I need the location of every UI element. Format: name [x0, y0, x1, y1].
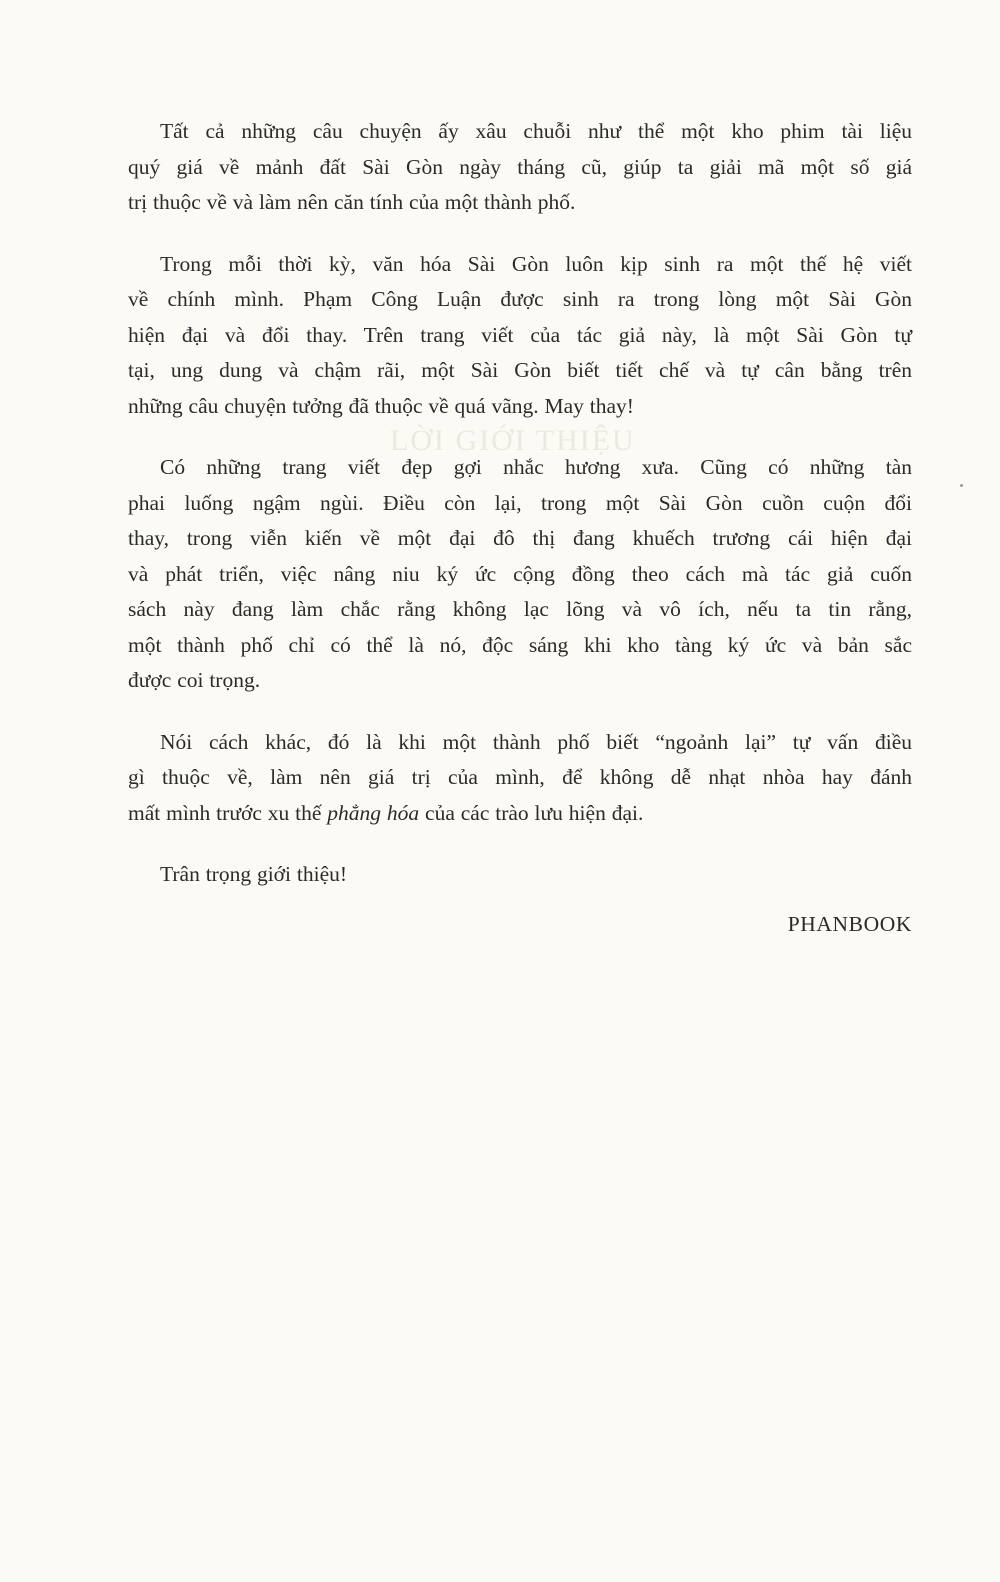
paragraph-4 — [128, 725, 912, 832]
text-line: thay, trong viễn kiến về một đại đô thị đang khuếch trương cái hiện đại — [128, 526, 912, 550]
italic-term: phẳng hóa — [327, 800, 420, 825]
text-line: Có những trang viết đẹp gợi nhắc hương xưa. Cũng có những tàn — [160, 455, 912, 479]
text-line: được coi trọng. — [128, 668, 261, 692]
text-line: những câu chuyện tưởng đã thuộc về quá vãng. May thay! — [128, 393, 634, 418]
text-line: Tất cả những câu chuyện ấy xâu chuỗi như thể một kho phim tài liệu — [160, 119, 912, 143]
text-line: quý giá về mảnh đất Sài Gòn ngày tháng cũ, giúp ta giải mã một số giá — [128, 154, 912, 179]
signature: PHANBOOK — [787, 911, 912, 936]
text-segment: của các trào lưu hiện đại. — [419, 800, 644, 825]
text-line: Trong mỗi thời kỳ, văn hóa Sài Gòn luôn kịp sinh ra một thế hệ viết — [160, 251, 912, 276]
text-line: gì thuộc về, làm nên giá trị của mình, để không dễ nhạt nhòa hay đánh — [128, 765, 912, 789]
text-line: Trân trọng giới thiệu! — [160, 862, 348, 886]
text-line: Nói cách khác, đó là khi một thành phố biết “ngoảnh lại” tự vấn điều — [160, 729, 912, 754]
text-line: và phát triển, việc nâng niu ký ức cộng đồng theo cách mà tác giả cuốn — [128, 561, 912, 586]
text-line: sách này đang làm chắc rằng không lạc lõng và vô ích, nếu ta tin rằng, — [128, 597, 912, 621]
text-segment: mất mình trước xu thế — [128, 800, 328, 825]
text-line: một thành phố chỉ có thể là nó, độc sáng khi kho tàng ký ức và bản sắc — [128, 632, 912, 657]
page-body — [128, 114, 912, 942]
text-line: hiện đại và đổi thay. Trên trang viết của tác giả này, là một Sài Gòn tự — [128, 322, 912, 347]
text-line: tại, ung dung và chậm rãi, một Sài Gòn biết tiết chế và tự cân bằng trên — [128, 358, 912, 382]
text-line: về chính mình. Phạm Công Luận được sinh ra trong lòng một Sài Gòn — [128, 287, 912, 311]
show-through-heading: LỜI GIỚI THIỆU — [390, 424, 636, 457]
paragraph-2 — [128, 247, 912, 425]
text-line-with-emphasis — [128, 796, 912, 832]
page-speck — [960, 484, 963, 487]
closing-line — [128, 857, 912, 893]
text-line: phai luống ngậm ngùi. Điều còn lại, trong một Sài Gòn cuồn cuộn đổi — [128, 490, 912, 515]
paragraph-3 — [128, 450, 912, 699]
paragraph-1 — [128, 114, 912, 221]
text-line: trị thuộc về và làm nên căn tính của một thành phố. — [128, 190, 576, 214]
